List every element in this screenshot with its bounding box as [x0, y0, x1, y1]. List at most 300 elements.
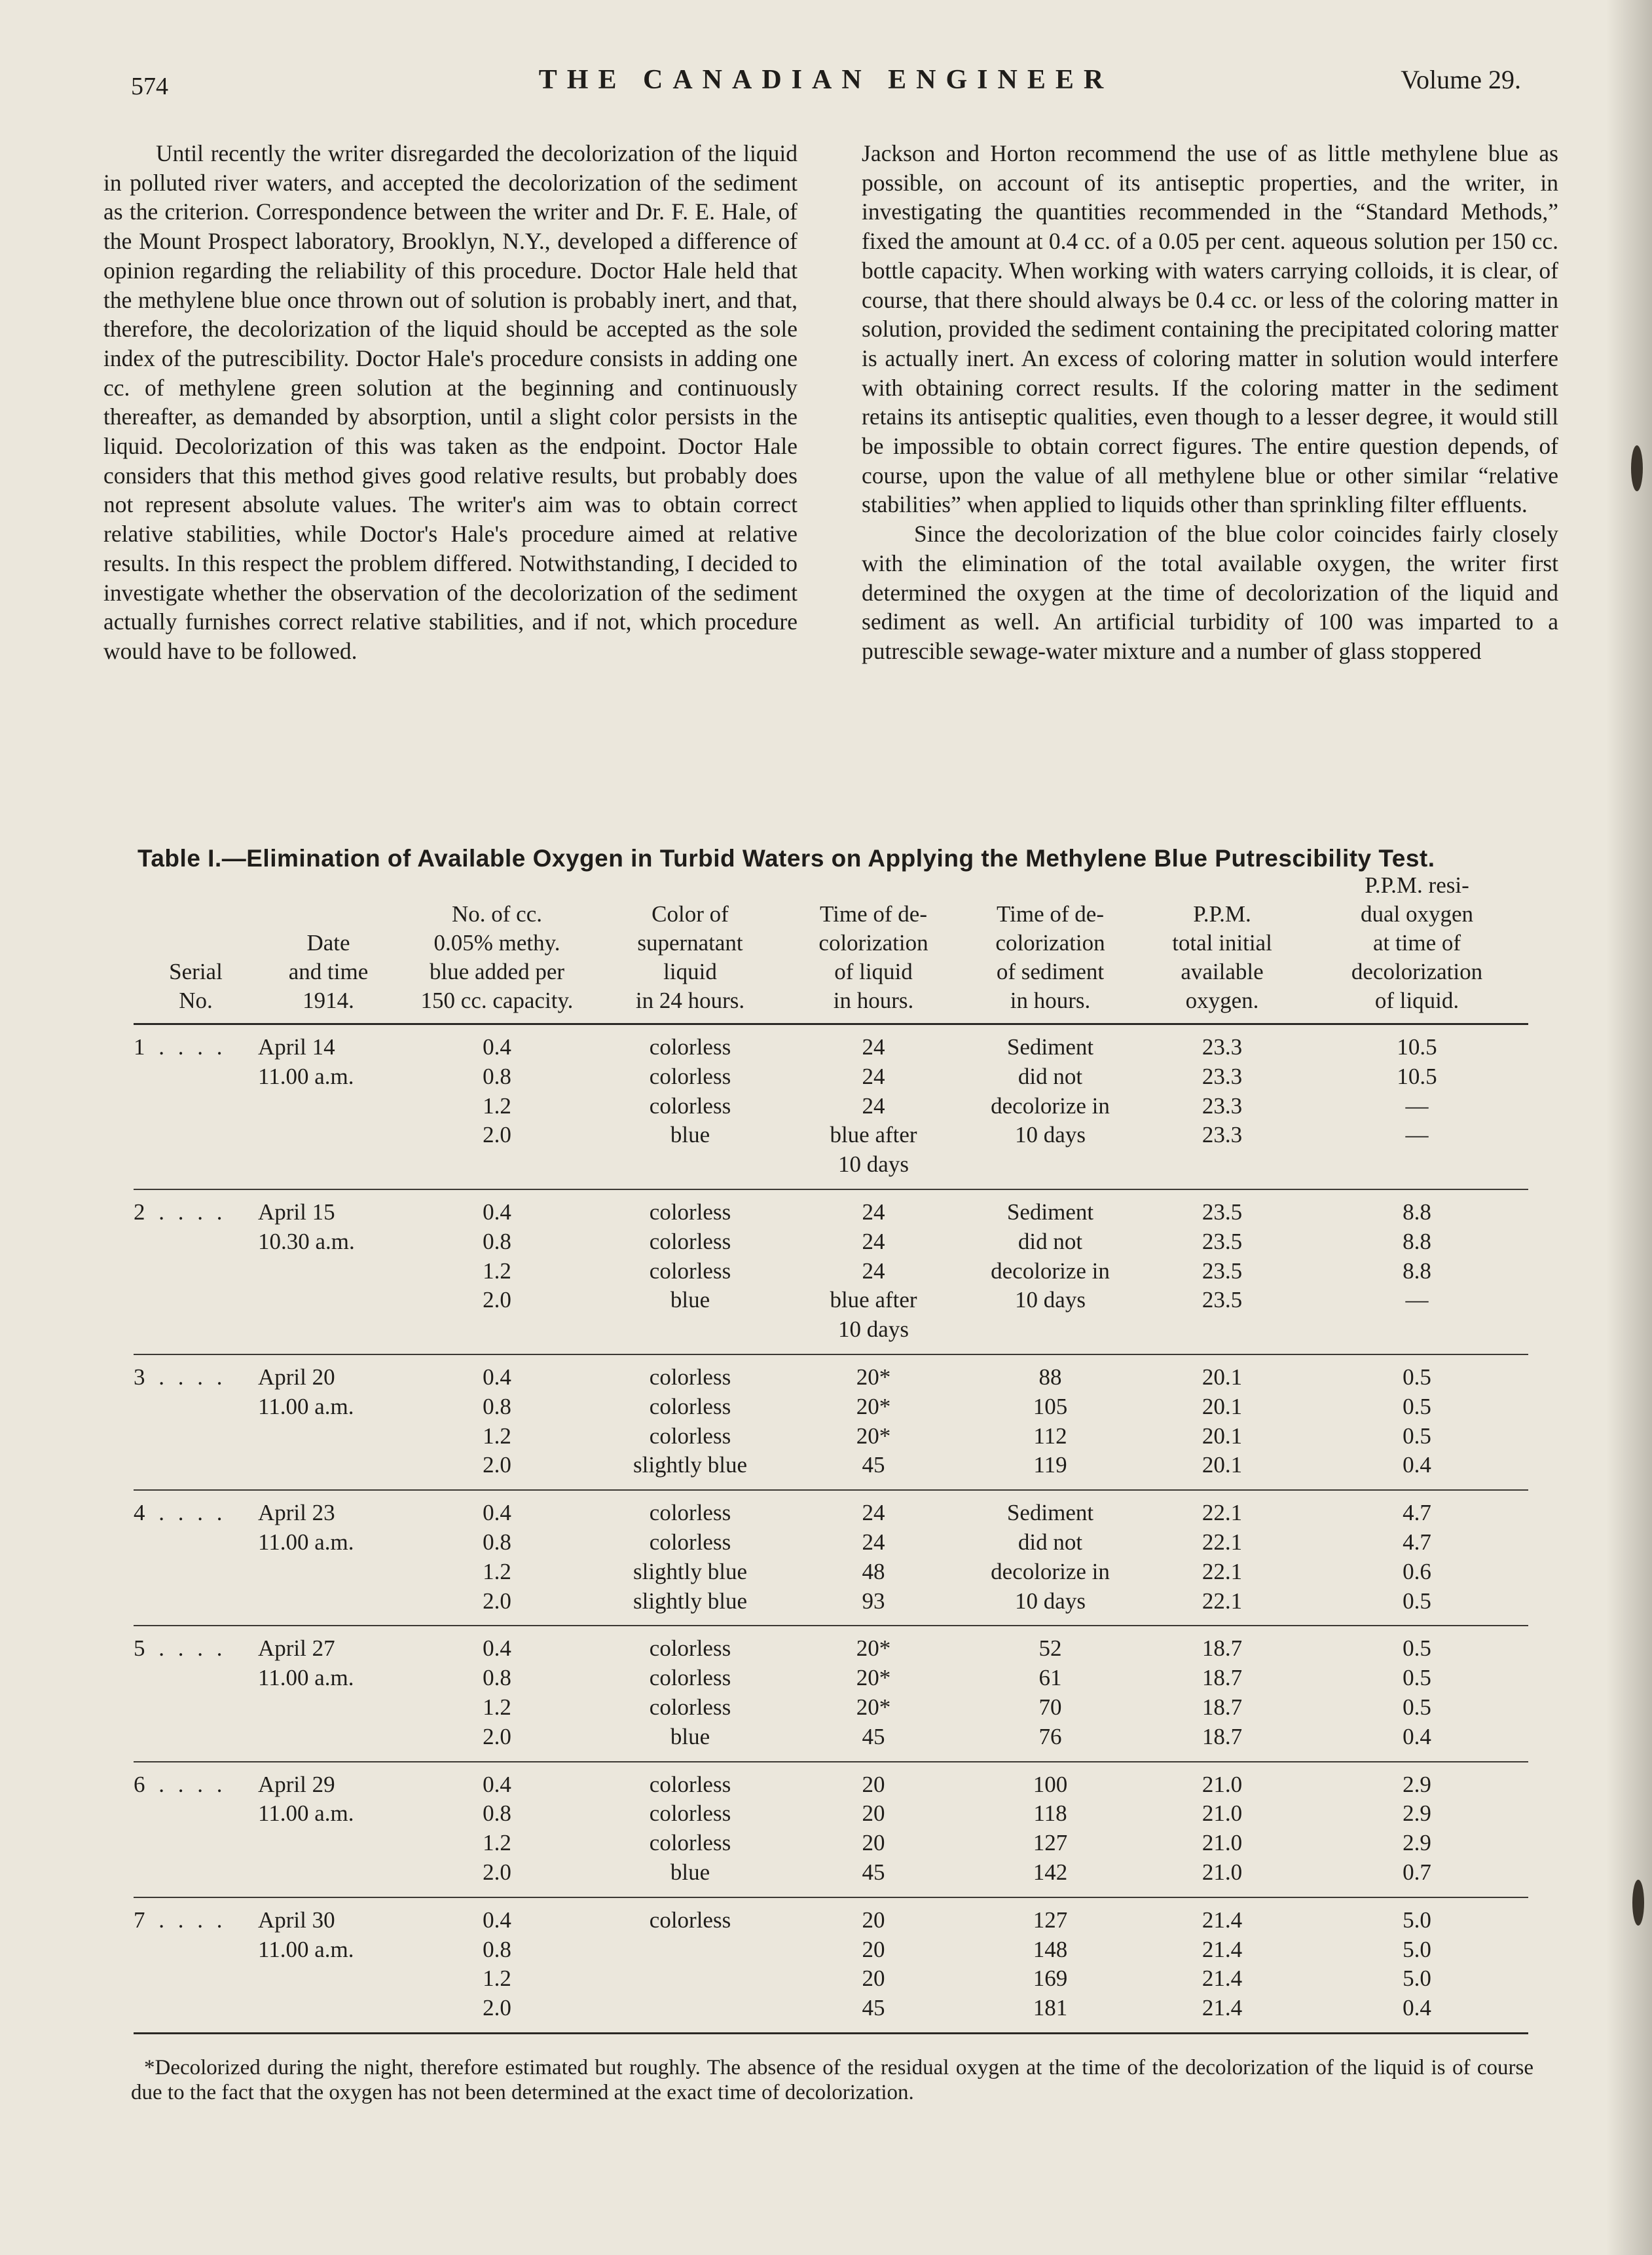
cell-value: colorless — [649, 1665, 731, 1691]
cell-value: blue after — [830, 1287, 917, 1313]
residual-cell — [1306, 1762, 1528, 1897]
column-header-line: and time — [288, 959, 369, 984]
page-header — [0, 59, 1652, 105]
column-header-line: No. — [179, 988, 213, 1013]
cell-value: 22.1 — [1202, 1529, 1243, 1555]
serial-cell — [134, 1897, 258, 2034]
cell-value: April 29 — [258, 1771, 335, 1797]
cell-value: 10 days — [838, 1316, 909, 1343]
cell-value: 21.4 — [1202, 1995, 1243, 2021]
cell-value: 100 — [1033, 1771, 1068, 1797]
methy-cell — [399, 1354, 595, 1490]
cell-value: 20 — [862, 1936, 885, 1962]
column-header-line: Serial — [169, 959, 223, 984]
cell-value: 0.7 — [1403, 1859, 1431, 1885]
methy-cell — [399, 1762, 595, 1897]
column-header-line: blue added per — [429, 959, 565, 984]
cell-value: 11.00 a.m. — [258, 1529, 354, 1555]
column-header-line: of sediment — [996, 959, 1105, 984]
color-cell — [595, 1626, 785, 1761]
residual-cell — [1306, 1024, 1528, 1189]
date-cell — [258, 1490, 399, 1626]
cell-value: 23.3 — [1202, 1122, 1243, 1148]
column-header — [962, 871, 1139, 1024]
cell-value: 0.4 — [1403, 1995, 1431, 2021]
cell-value: 5.0 — [1403, 1936, 1431, 1962]
table-row — [134, 1490, 1528, 1626]
paragraph: Jackson and Horton recommend the use of as little methylene blue as possible, on account of its antiseptic properties, and the writer, in investigating the quantities recommended in the “Standard Methods,” fixed the amount at 0.4 cc. of a 0.05 per cent. aqueous solution per 150 cc. bottle capacity. When working with waters carrying colloids, it is clear, of course, that there should always be 0.4 cc. or less of the coloring matter in solution, provided the sediment containing the precipitated coloring matter is actually inert. An excess of coloring matter in solution would interfere with obtaining correct results. If the coloring matter in the sediment retains its antiseptic qualities, even though to a lesser degree, it would still be impossible to obtain correct figures. The entire question depends, of course, upon the value of all methylene blue or other similar “relative stabilities” when applied to liquids other than sprinkling filter effluents. — [862, 140, 1558, 518]
cell-value: 1.2 — [483, 1423, 511, 1449]
cell-value: 2.9 — [1403, 1830, 1431, 1856]
cell-value: 10 days — [1015, 1122, 1086, 1148]
cell-value: 20 — [862, 1907, 885, 1933]
cell-value: 10.5 — [1397, 1063, 1437, 1089]
cell-value: 21.4 — [1202, 1966, 1243, 1992]
cell-value: 169 — [1033, 1966, 1068, 1992]
cell-value: 20* — [856, 1393, 891, 1419]
date-cell — [258, 1897, 399, 2034]
cell-value: 1.2 — [483, 1830, 511, 1856]
paragraph: Until recently the writer disregarded the decolorization of the liquid in polluted river waters, and accepted the decolorization of the sediment as the criterion. Correspondence between the writer and Dr. F. E. Hale, of the Mount Prospect laboratory, Brooklyn, N.Y., developed a difference of opinion regarding the reliability of this procedure. Doctor Hale held that the methylene blue once thrown out of solution is probably inert, and that, therefore, the decolorization of the liquid should be accepted as the sole index of the putrescibility. Doctor Hale's procedure consists in adding one cc. of methylene green solution at the beginning and continuously thereafter, as demanded by absorption, until a slight color persists in the liquid. Decolorization of this was taken as the endpoint. Doctor Hale considers that this method gives good relative results, but probably does not represent absolute values. The writer's aim was to obtain correct relative stabilities, while Doctor's Hale's procedure aimed at relative results. In this respect the problem differed. Notwithstanding, I decided to investigate whether the observation of the decolorization of the sediment actually furnishes correct relative stabilities, and if not, which procedure would have to be followed. — [103, 140, 798, 664]
cell-value: 20* — [856, 1635, 891, 1662]
column-header-line: No. of cc. — [451, 901, 542, 927]
cell-value: 21.0 — [1202, 1830, 1243, 1856]
liquid-time-cell — [785, 1189, 962, 1354]
cell-value: 0.6 — [1403, 1558, 1431, 1584]
cell-value: 0.4 — [483, 1364, 511, 1390]
right-text-column — [862, 139, 1558, 666]
cell-value: colorless — [649, 1092, 731, 1119]
table-row — [134, 1354, 1528, 1490]
cell-value: 2.0 — [483, 1723, 511, 1749]
cell-value: 24 — [862, 1034, 885, 1060]
oxygen-cell — [1139, 1024, 1306, 1189]
paragraph: Since the decolorization of the blue color coincides fairly closely with the elimination of the total available oxygen, the writer first determined the oxygen at the time of decolorization of the liquid and sediment as well. An artificial turbidity of 100 was imparted to a putrescible sewage-water mixture and a number of glass stoppered — [862, 521, 1558, 664]
cell-value: 10 days — [838, 1151, 909, 1178]
liquid-time-cell — [785, 1897, 962, 2034]
cell-value: 0.4 — [1403, 1452, 1431, 1478]
cell-value: 2.0 — [483, 1287, 511, 1313]
cell-value: 0.5 — [1403, 1364, 1431, 1390]
column-header-line: colorization — [995, 930, 1105, 956]
column-header-line: oxygen. — [1185, 988, 1259, 1013]
cell-value: 20 — [862, 1830, 885, 1856]
cell-value: 0.4 — [483, 1034, 511, 1060]
cell-value: April 30 — [258, 1907, 335, 1933]
column-header — [399, 871, 595, 1024]
cell-value: 0.4 — [483, 1771, 511, 1797]
cell-value: 0.4 — [483, 1199, 511, 1225]
cell-value: 20.1 — [1202, 1452, 1243, 1478]
cell-value: 181 — [1033, 1995, 1068, 2021]
cell-value: 20* — [856, 1423, 891, 1449]
cell-value: 23.5 — [1202, 1199, 1243, 1225]
cell-value: April 15 — [258, 1199, 335, 1225]
column-header-line: Time of de- — [997, 901, 1104, 927]
table-body — [134, 1024, 1528, 2034]
cell-value: colorless — [649, 1529, 731, 1555]
serial-cell — [134, 1189, 258, 1354]
cell-value: 45 — [862, 1452, 885, 1478]
cell-value: 23.3 — [1202, 1063, 1243, 1089]
color-cell — [595, 1024, 785, 1189]
cell-value: 22.1 — [1202, 1588, 1243, 1614]
cell-value: 20 — [862, 1771, 885, 1797]
sediment-time-cell — [962, 1626, 1139, 1761]
cell-value: did not — [1018, 1228, 1083, 1254]
cell-value: 22.1 — [1202, 1500, 1243, 1526]
cell-value: 1.2 — [483, 1558, 511, 1584]
cell-value: colorless — [649, 1063, 731, 1089]
cell-value: 0.4 — [483, 1907, 511, 1933]
cell-value: 0.8 — [483, 1665, 511, 1691]
cell-value: 2.0 — [483, 1122, 511, 1148]
cell-value: 1.2 — [483, 1258, 511, 1284]
cell-value: April 14 — [258, 1034, 335, 1060]
cell-value: April 23 — [258, 1500, 335, 1526]
column-header-line: total initial — [1172, 930, 1272, 956]
table-footnote — [131, 2055, 1533, 2105]
cell-value: 76 — [1038, 1723, 1062, 1749]
column-header-line: in 24 hours. — [635, 988, 745, 1013]
cell-value: 4 . . . . — [134, 1500, 227, 1526]
cell-value: 0.8 — [483, 1936, 511, 1962]
page-margin-mark — [1631, 445, 1643, 491]
cell-value: 22.1 — [1202, 1558, 1243, 1584]
cell-value: did not — [1018, 1063, 1083, 1089]
column-header-line: colorization — [818, 930, 928, 956]
date-cell — [258, 1354, 399, 1490]
cell-value: Sediment — [1006, 1500, 1094, 1526]
cell-value: 45 — [862, 1859, 885, 1885]
column-header-line: supernatant — [637, 930, 743, 956]
cell-value: 0.5 — [1403, 1665, 1431, 1691]
cell-value: 11.00 a.m. — [258, 1393, 354, 1419]
cell-value: colorless — [649, 1500, 731, 1526]
cell-value: 8.8 — [1403, 1199, 1431, 1225]
cell-value: 21.4 — [1202, 1936, 1243, 1962]
cell-value: 20.1 — [1202, 1393, 1243, 1419]
serial-cell — [134, 1354, 258, 1490]
date-cell — [258, 1762, 399, 1897]
serial-cell — [134, 1024, 258, 1189]
liquid-time-cell — [785, 1354, 962, 1490]
column-header-line: Time of de- — [820, 901, 927, 927]
cell-value: 2.0 — [483, 1995, 511, 2021]
cell-value: 1.2 — [483, 1966, 511, 1992]
cell-value: 11.00 a.m. — [258, 1800, 354, 1827]
cell-value: 24 — [862, 1228, 885, 1254]
table-row — [134, 1762, 1528, 1897]
table-row — [134, 1024, 1528, 1189]
left-text-column — [103, 139, 798, 666]
cell-value: 18.7 — [1202, 1635, 1243, 1662]
cell-value: 20* — [856, 1665, 891, 1691]
column-header-line: Color of — [652, 901, 729, 927]
cell-value: 8.8 — [1403, 1228, 1431, 1254]
cell-value: 5.0 — [1403, 1966, 1431, 1992]
cell-value: 0.4 — [483, 1500, 511, 1526]
cell-value: — — [1405, 1287, 1429, 1313]
table-row — [134, 1897, 1528, 2034]
cell-value: 0.5 — [1403, 1694, 1431, 1720]
cell-value: blue after — [830, 1122, 917, 1148]
cell-value: 45 — [862, 1995, 885, 2021]
page-margin-mark — [1632, 1880, 1644, 1926]
cell-value: 23.5 — [1202, 1228, 1243, 1254]
cell-value: 2.0 — [483, 1859, 511, 1885]
cell-value: 24 — [862, 1258, 885, 1284]
table-header-row — [134, 871, 1528, 1024]
cell-value: colorless — [649, 1199, 731, 1225]
column-header — [134, 871, 258, 1024]
cell-value: 148 — [1033, 1936, 1068, 1962]
cell-value: 88 — [1038, 1364, 1062, 1390]
cell-value: 20.1 — [1202, 1364, 1243, 1390]
cell-value: Sediment — [1006, 1199, 1094, 1225]
cell-value: 21.4 — [1202, 1907, 1243, 1933]
cell-value: 1.2 — [483, 1694, 511, 1720]
color-cell — [595, 1762, 785, 1897]
column-header-line: Date — [306, 930, 350, 956]
footnote-text: *Decolorized during the night, therefore estimated but roughly. The absence of the residual oxygen at the time of the decolorization of the liquid is of course due to the fact that the oxygen has not been determined at the exact time of decolorization. — [131, 2056, 1533, 2104]
column-header-line: liquid — [663, 959, 717, 984]
table-row — [134, 1626, 1528, 1761]
cell-value: 24 — [862, 1199, 885, 1225]
sediment-time-cell — [962, 1762, 1139, 1897]
cell-value: 24 — [862, 1063, 885, 1089]
cell-value: 20* — [856, 1364, 891, 1390]
cell-value: 2 . . . . — [134, 1199, 227, 1225]
sediment-time-cell — [962, 1024, 1139, 1189]
cell-value: 5 . . . . — [134, 1635, 227, 1662]
cell-value: colorless — [649, 1364, 731, 1390]
cell-value: colorless — [649, 1393, 731, 1419]
cell-value: 11.00 a.m. — [258, 1665, 354, 1691]
methy-cell — [399, 1024, 595, 1189]
cell-value: 23.5 — [1202, 1258, 1243, 1284]
cell-value: 18.7 — [1202, 1665, 1243, 1691]
cell-value: 142 — [1033, 1859, 1068, 1885]
methy-cell — [399, 1189, 595, 1354]
cell-value: 119 — [1033, 1452, 1067, 1478]
column-header-line: of liquid. — [1374, 988, 1459, 1013]
cell-value: 1 . . . . — [134, 1034, 227, 1060]
residual-cell — [1306, 1626, 1528, 1761]
cell-value: 24 — [862, 1500, 885, 1526]
oxygen-cell — [1139, 1354, 1306, 1490]
cell-value: colorless — [649, 1694, 731, 1720]
column-header-line: P.P.M. resi- — [1365, 872, 1469, 898]
cell-value: colorless — [649, 1228, 731, 1254]
column-header-line: dual oxygen — [1360, 901, 1474, 927]
oxygen-cell — [1139, 1762, 1306, 1897]
column-header-line: 0.05% methy. — [433, 930, 560, 956]
sediment-time-cell — [962, 1189, 1139, 1354]
date-cell — [258, 1626, 399, 1761]
cell-value: 23.3 — [1202, 1034, 1243, 1060]
cell-value: colorless — [649, 1034, 731, 1060]
cell-value: 0.5 — [1403, 1393, 1431, 1419]
color-cell — [595, 1897, 785, 2034]
residual-cell — [1306, 1354, 1528, 1490]
cell-value: 6 . . . . — [134, 1771, 227, 1797]
cell-value: 21.0 — [1202, 1859, 1243, 1885]
column-header-line: 1914. — [303, 988, 354, 1013]
residual-cell — [1306, 1189, 1528, 1354]
cell-value: slightly blue — [633, 1558, 748, 1584]
cell-value: 61 — [1038, 1665, 1062, 1691]
column-header-line: at time of — [1372, 930, 1461, 956]
cell-value: 10 days — [1015, 1287, 1086, 1313]
oxygen-cell — [1139, 1897, 1306, 2034]
cell-value: blue — [670, 1859, 710, 1885]
table-title: Table I.—Elimination of Available Oxygen in Turbid Waters on Applying the Methylene Blue Putrescibility Test. — [138, 845, 1435, 872]
cell-value: 20.1 — [1202, 1423, 1243, 1449]
cell-value: 10.5 — [1397, 1034, 1437, 1060]
cell-value: 0.5 — [1403, 1588, 1431, 1614]
cell-value: decolorize in — [991, 1558, 1110, 1584]
cell-value: 24 — [862, 1529, 885, 1555]
cell-value: 8.8 — [1403, 1258, 1431, 1284]
cell-value: 0.8 — [483, 1063, 511, 1089]
cell-value: 23.3 — [1202, 1092, 1243, 1119]
oxygen-cell — [1139, 1189, 1306, 1354]
cell-value: 0.8 — [483, 1529, 511, 1555]
cell-value: 4.7 — [1403, 1529, 1431, 1555]
table-row — [134, 1189, 1528, 1354]
color-cell — [595, 1490, 785, 1626]
serial-cell — [134, 1626, 258, 1761]
cell-value: 0.4 — [483, 1635, 511, 1662]
cell-value: 2.9 — [1403, 1771, 1431, 1797]
cell-value: slightly blue — [633, 1588, 748, 1614]
cell-value: 127 — [1033, 1907, 1068, 1933]
cell-value: 1.2 — [483, 1092, 511, 1119]
cell-value: colorless — [649, 1771, 731, 1797]
cell-value: 70 — [1038, 1694, 1062, 1720]
column-header-line: available — [1181, 959, 1264, 984]
cell-value: 0.8 — [483, 1393, 511, 1419]
cell-value: did not — [1018, 1529, 1083, 1555]
column-header-line: of liquid — [834, 959, 913, 984]
oxygen-cell — [1139, 1626, 1306, 1761]
residual-cell — [1306, 1490, 1528, 1626]
serial-cell — [134, 1490, 258, 1626]
cell-value: 127 — [1033, 1830, 1068, 1856]
cell-value: 5.0 — [1403, 1907, 1431, 1933]
cell-value: 0.5 — [1403, 1635, 1431, 1662]
column-header — [595, 871, 785, 1024]
cell-value: — — [1405, 1092, 1429, 1119]
cell-value: 105 — [1033, 1393, 1068, 1419]
cell-value: 11.00 a.m. — [258, 1936, 354, 1962]
cell-value: 48 — [862, 1558, 885, 1584]
cell-value: 10.30 a.m. — [258, 1228, 355, 1254]
cell-value: 45 — [862, 1723, 885, 1749]
cell-value: colorless — [649, 1800, 731, 1827]
cell-value: 0.8 — [483, 1800, 511, 1827]
liquid-time-cell — [785, 1490, 962, 1626]
oxygen-cell — [1139, 1490, 1306, 1626]
cell-value: April 20 — [258, 1364, 335, 1390]
cell-value: April 27 — [258, 1635, 335, 1662]
cell-value: 2.0 — [483, 1588, 511, 1614]
volume-label: Volume 29. — [1401, 65, 1521, 94]
cell-value: 18.7 — [1202, 1723, 1243, 1749]
cell-value: blue — [670, 1122, 710, 1148]
sediment-time-cell — [962, 1354, 1139, 1490]
cell-value: 118 — [1033, 1800, 1067, 1827]
column-header — [258, 871, 399, 1024]
column-header — [785, 871, 962, 1024]
cell-value: 2.9 — [1403, 1800, 1431, 1827]
cell-value: blue — [670, 1723, 710, 1749]
cell-value: 93 — [862, 1588, 885, 1614]
cell-value: colorless — [649, 1907, 731, 1933]
cell-value: 20 — [862, 1966, 885, 1992]
methy-cell — [399, 1626, 595, 1761]
cell-value: 10 days — [1015, 1588, 1086, 1614]
cell-value: 18.7 — [1202, 1694, 1243, 1720]
cell-value: colorless — [649, 1635, 731, 1662]
methy-cell — [399, 1897, 595, 2034]
cell-value: 0.4 — [1403, 1723, 1431, 1749]
methy-cell — [399, 1490, 595, 1626]
cell-value: colorless — [649, 1423, 731, 1449]
color-cell — [595, 1189, 785, 1354]
column-header-line: 150 cc. capacity. — [420, 988, 574, 1013]
cell-value: blue — [670, 1287, 710, 1313]
journal-title: THE CANADIAN ENGINEER — [538, 65, 1114, 95]
cell-value: 7 . . . . — [134, 1907, 227, 1933]
sediment-time-cell — [962, 1490, 1139, 1626]
oxygen-elimination-table — [134, 871, 1528, 2034]
cell-value: 3 . . . . — [134, 1364, 227, 1390]
cell-value: 11.00 a.m. — [258, 1063, 354, 1089]
column-header-line: decolorization — [1351, 959, 1483, 984]
cell-value: slightly blue — [633, 1452, 748, 1478]
column-header-line: P.P.M. — [1193, 901, 1251, 927]
column-header-line: in hours. — [1010, 988, 1091, 1013]
cell-value: 23.5 — [1202, 1287, 1243, 1313]
serial-cell — [134, 1762, 258, 1897]
date-cell — [258, 1189, 399, 1354]
cell-value: 0.8 — [483, 1228, 511, 1254]
column-header — [1139, 871, 1306, 1024]
cell-value: 21.0 — [1202, 1771, 1243, 1797]
cell-value: colorless — [649, 1830, 731, 1856]
page-number: 574 — [131, 73, 168, 100]
residual-cell — [1306, 1897, 1528, 2034]
cell-value: 0.5 — [1403, 1423, 1431, 1449]
date-cell — [258, 1024, 399, 1189]
cell-value: 52 — [1038, 1635, 1062, 1662]
page-edge-shadow — [1606, 0, 1652, 2255]
column-header — [1306, 871, 1528, 1024]
cell-value: 21.0 — [1202, 1800, 1243, 1827]
cell-value: 2.0 — [483, 1452, 511, 1478]
liquid-time-cell — [785, 1024, 962, 1189]
cell-value: — — [1405, 1122, 1429, 1148]
cell-value: decolorize in — [991, 1092, 1110, 1119]
color-cell — [595, 1354, 785, 1490]
cell-value: 4.7 — [1403, 1500, 1431, 1526]
column-header-line: in hours. — [833, 988, 914, 1013]
liquid-time-cell — [785, 1762, 962, 1897]
liquid-time-cell — [785, 1626, 962, 1761]
cell-value: 20 — [862, 1800, 885, 1827]
